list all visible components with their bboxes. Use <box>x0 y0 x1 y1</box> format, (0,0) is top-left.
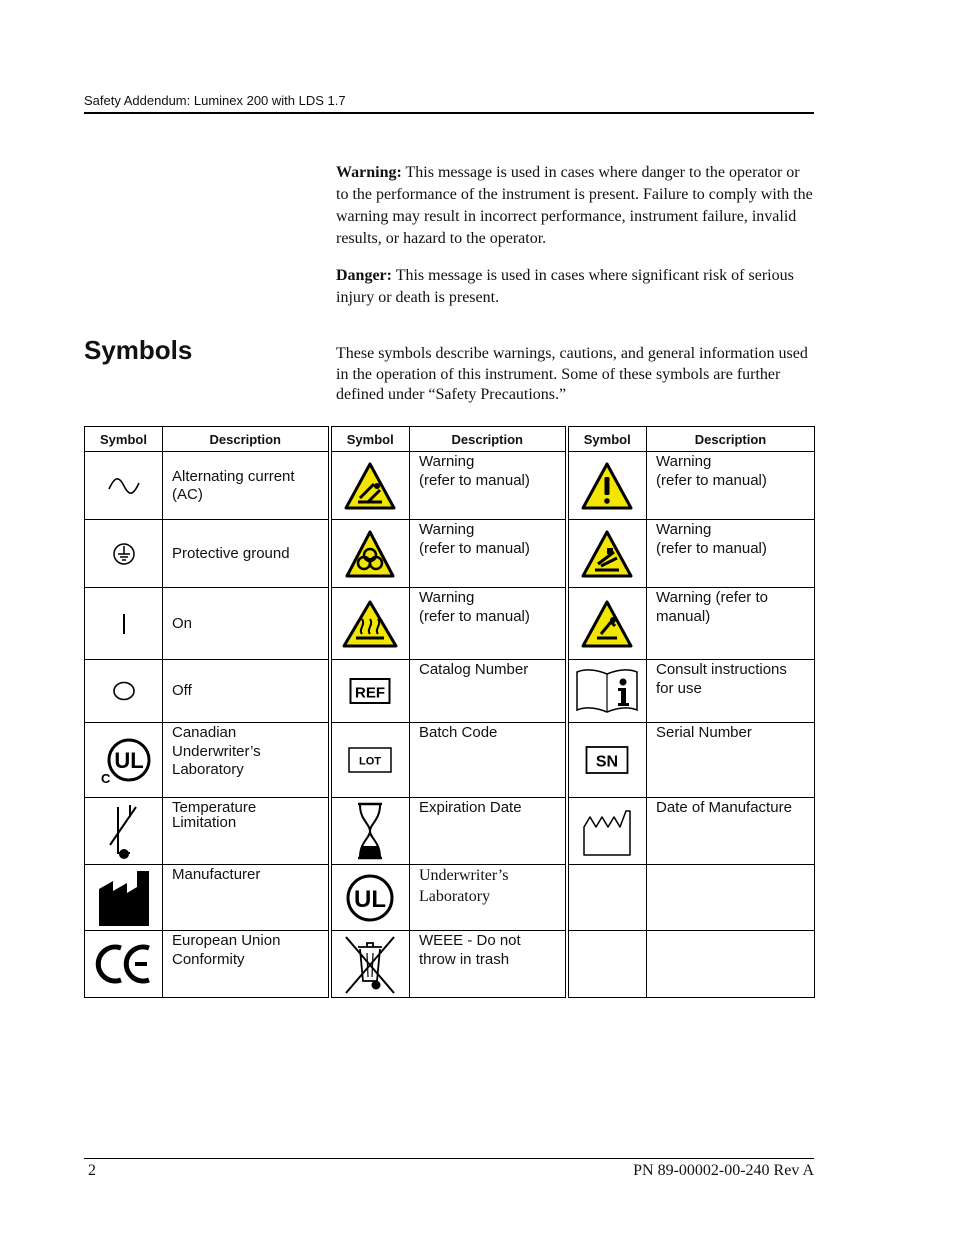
danger-text: This message is used in cases where significant risk of serious injury or death is present. <box>336 267 794 306</box>
empty-symbol-cell <box>567 865 647 931</box>
table-row <box>85 865 815 931</box>
symbol-description: Expiration Date <box>410 798 567 865</box>
column-header-description: Description <box>647 427 815 452</box>
table-row <box>85 931 815 998</box>
column-header-symbol: Symbol <box>567 427 647 452</box>
symbol-description: Consult instructions for use <box>647 660 815 723</box>
table-row <box>85 452 815 520</box>
table-header-row <box>85 427 815 452</box>
symbol-description: Serial Number <box>647 723 815 798</box>
table-row <box>85 723 815 798</box>
symbol-description: Warning (refer to manual) <box>647 520 815 588</box>
date-of-manufacture-icon <box>567 798 647 865</box>
temperature-limit-icon <box>85 798 163 865</box>
warning-label: Warning: <box>336 164 402 181</box>
ref-catalog-icon <box>330 660 410 723</box>
ul-mark-icon <box>330 865 410 931</box>
weee-crossed-bin-icon <box>330 931 410 998</box>
symbol-description: Warning (refer to manual) <box>410 520 567 588</box>
running-header: Safety Addendum: Luminex 200 with LDS 1.7 <box>84 93 346 108</box>
power-off-icon <box>85 660 163 723</box>
consult-instructions-icon <box>567 660 647 723</box>
symbol-description: Protective ground <box>163 520 330 588</box>
serial-number-icon <box>567 723 647 798</box>
symbol-description: On <box>163 588 330 660</box>
column-header-symbol: Symbol <box>330 427 410 452</box>
empty-description-cell <box>647 865 815 931</box>
warning-pinch-icon <box>567 520 647 588</box>
cul-icon-ul-label: UL <box>113 748 144 773</box>
column-header-symbol: Symbol <box>85 427 163 452</box>
protective-ground-icon <box>85 520 163 588</box>
alternating-current-icon <box>85 452 163 520</box>
lot-icon-label: LOT <box>359 755 382 768</box>
symbol-description: Off <box>163 660 330 723</box>
table-row <box>85 520 815 588</box>
symbol-description: Alternating current (AC) <box>163 452 330 520</box>
symbol-description: Underwriter’s Laboratory <box>410 865 567 931</box>
symbol-description: Warning (refer to manual) <box>410 452 567 520</box>
symbols-heading: Symbols <box>84 335 193 365</box>
symbol-description: Temperature Limitation <box>163 798 330 865</box>
symbol-description: WEEE - Do not throw in trash <box>410 931 567 998</box>
warning-exclamation-icon <box>567 452 647 520</box>
symbols-intro: These symbols describe warnings, cautions, and general information used in the operation of this instrument. Some of these symbols are further defined under “Safety Precautions.” <box>336 345 808 403</box>
footer-rule <box>84 1158 814 1159</box>
lot-batch-icon <box>330 723 410 798</box>
part-number: PN 89-00002-00-240 Rev A <box>633 1162 814 1179</box>
warning-sharp-icon <box>567 588 647 660</box>
empty-symbol-cell <box>567 931 647 998</box>
symbol-description: Manufacturer <box>163 865 330 931</box>
symbol-description: Canadian Underwriter’s Laboratory <box>163 723 330 798</box>
power-on-icon <box>85 588 163 660</box>
empty-description-cell <box>647 931 815 998</box>
header-rule <box>84 112 814 114</box>
danger-paragraph <box>336 265 816 309</box>
warning-hand-crush-icon <box>330 452 410 520</box>
symbol-description: European Union Conformity <box>163 931 330 998</box>
symbol-description: Warning (refer to manual) <box>647 452 815 520</box>
page-number: 2 <box>88 1162 96 1179</box>
column-header-description: Description <box>410 427 567 452</box>
table-row <box>85 660 815 723</box>
hourglass-icon <box>330 798 410 865</box>
ul-icon-label: UL <box>354 885 387 913</box>
cul-icon-c-label: C <box>100 771 110 786</box>
table-row <box>85 798 815 865</box>
symbol-description: Date of Manufacture <box>647 798 815 865</box>
column-header-description: Description <box>163 427 330 452</box>
symbol-description: Catalog Number <box>410 660 567 723</box>
symbol-description: Warning (refer to manual) <box>410 588 567 660</box>
biohazard-warning-icon <box>330 520 410 588</box>
warning-text: This message is used in cases where danger to the operator or to the performance of the instrument is present. Failure to comply with the warning may result in incorrect performance, instrument failure, invalid results, or hazard to the operator. <box>336 164 813 247</box>
table-row <box>85 588 815 660</box>
hot-surface-warning-icon <box>330 588 410 660</box>
symbol-description: Warning (refer to manual) <box>647 588 815 660</box>
symbols-table <box>84 426 815 998</box>
ce-mark-icon <box>85 931 163 998</box>
manufacturer-factory-icon <box>85 865 163 931</box>
warning-paragraph <box>336 162 816 250</box>
cul-mark-icon <box>85 723 163 798</box>
sn-icon-label: SN <box>596 753 619 771</box>
ref-icon-label: REF <box>355 684 386 702</box>
danger-label: Danger: <box>336 267 392 284</box>
symbol-description: Batch Code <box>410 723 567 798</box>
